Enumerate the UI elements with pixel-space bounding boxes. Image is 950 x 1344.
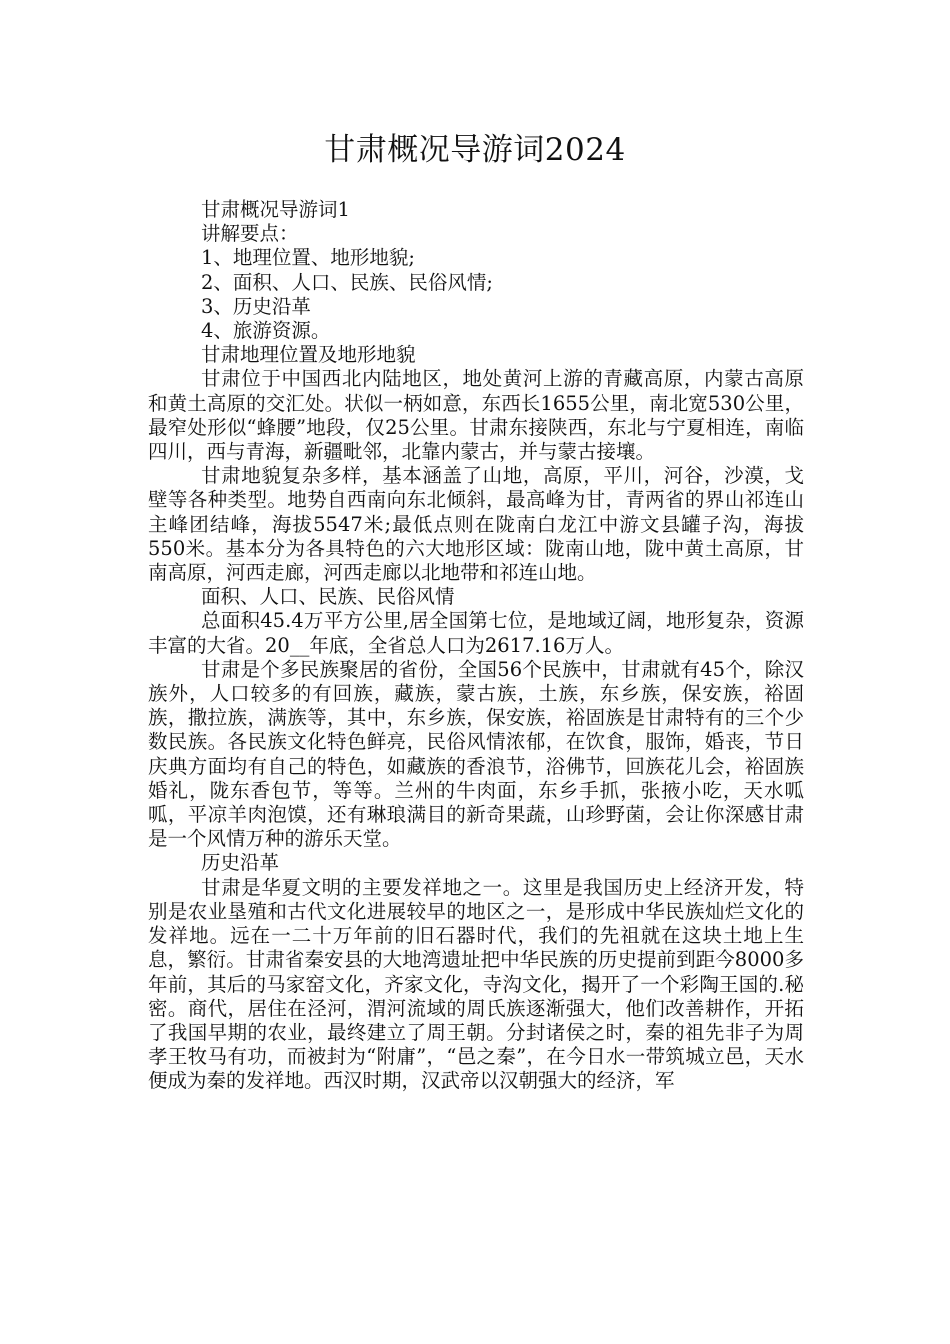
paragraph-area-population: 总面积45.4万平方公里,居全国第七位，是地域辽阔，地形复杂，资源丰富的大省。20__年底，全省总人口为2617.16万人。 bbox=[148, 609, 804, 657]
section-heading-history: 历史沿革 bbox=[201, 851, 280, 875]
key-point-item: 2、面积、人口、民族、民俗风情; bbox=[201, 270, 493, 294]
section-heading-population: 面积、人口、民族、民俗风情 bbox=[201, 585, 455, 609]
paragraph-ethnic-groups: 甘肃是个多民族聚居的省份，全国56个民族中，甘肃就有45个，除汉族外，人口较多的有回族，藏族，蒙古族，土族，东乡族，保安族，裕固族，撒拉族，满族等，其中，东乡族，保安族，裕固族是甘肃特有的三个少数民族。各民族文化特色鲜亮，民俗风情浓郁，在饮食，服饰，婚丧，节日庆典方面均有自己的特色，如藏族的香浪节，浴佛节，回族花儿会，裕固族婚礼，陇东香包节，等等。兰州的牛肉面，东乡手抓，张掖小吃，天水呱呱，平凉羊肉泡馍，还有琳琅满目的新奇果蔬，山珍野菌，会让你深感甘肃是一个风情万种的游乐天堂。 bbox=[148, 657, 804, 851]
document-body bbox=[148, 198, 804, 1094]
key-point-item: 4、旅游资源。 bbox=[201, 319, 331, 343]
key-point-item: 1、地理位置、地形地貌; bbox=[201, 246, 415, 270]
key-point-item: 3、历史沿革 bbox=[201, 294, 311, 318]
paragraph-terrain: 甘肃地貌复杂多样，基本涵盖了山地，高原，平川，河谷，沙漠，戈壁等各种类型。地势自西南向东北倾斜，最高峰为甘，青两省的界山祁连山主峰团结峰，海拔5547米;最低点则在陇南白龙江中游文县罐子沟，海拔550米。基本分为各具特色的六大地形区域：陇南山地，陇中黄土高原，甘南高原，河西走廊，河西走廊以北地带和祁连山地。 bbox=[148, 464, 804, 585]
section-heading-geography: 甘肃地理位置及地形地貌 bbox=[201, 343, 416, 367]
key-points-heading: 讲解要点： bbox=[201, 222, 299, 246]
paragraph-history: 甘肃是华夏文明的主要发祥地之一。这里是我国历史上经济开发，特别是农业垦殖和古代文化进展较早的地区之一，是形成中华民族灿烂文化的发祥地。远在一二十万年前的旧石器时代，我们的先祖就在这块土地上生息，繁衍。甘肃省秦安县的大地湾遗址把中华民族的历史提前到距今8000多年前，其后的马家窑文化，齐家文化，寺沟文化，揭开了一个彩陶王国的.秘密。商代，居住在泾河，渭河流域的周氏族逐渐强大，他们改善耕作，开拓了我国早期的农业，最终建立了周王朝。分封诸侯之时，秦的祖先非子为周孝王牧马有功，而被封为“附庸”，“邑之秦”，在今日水一带筑城立邑，天水便成为秦的发祥地。西汉时期，汉武帝以汉朝强大的经济，军 bbox=[148, 875, 804, 1093]
subtitle-line: 甘肃概况导游词1 bbox=[201, 198, 350, 221]
document-title: 甘肃概况导游词2024 bbox=[324, 132, 626, 168]
paragraph-location: 甘肃位于中国西北内陆地区，地处黄河上游的青藏高原，内蒙古高原和黄土高原的交汇处。状似一柄如意，东西长1655公里，南北宽530公里，最窄处形似“蜂腰”地段，仅25公里。甘肃东接陕西，东北与宁夏相连，南临四川，西与青海，新疆毗邻，北靠内蒙古，并与蒙古接壤。 bbox=[148, 367, 804, 464]
